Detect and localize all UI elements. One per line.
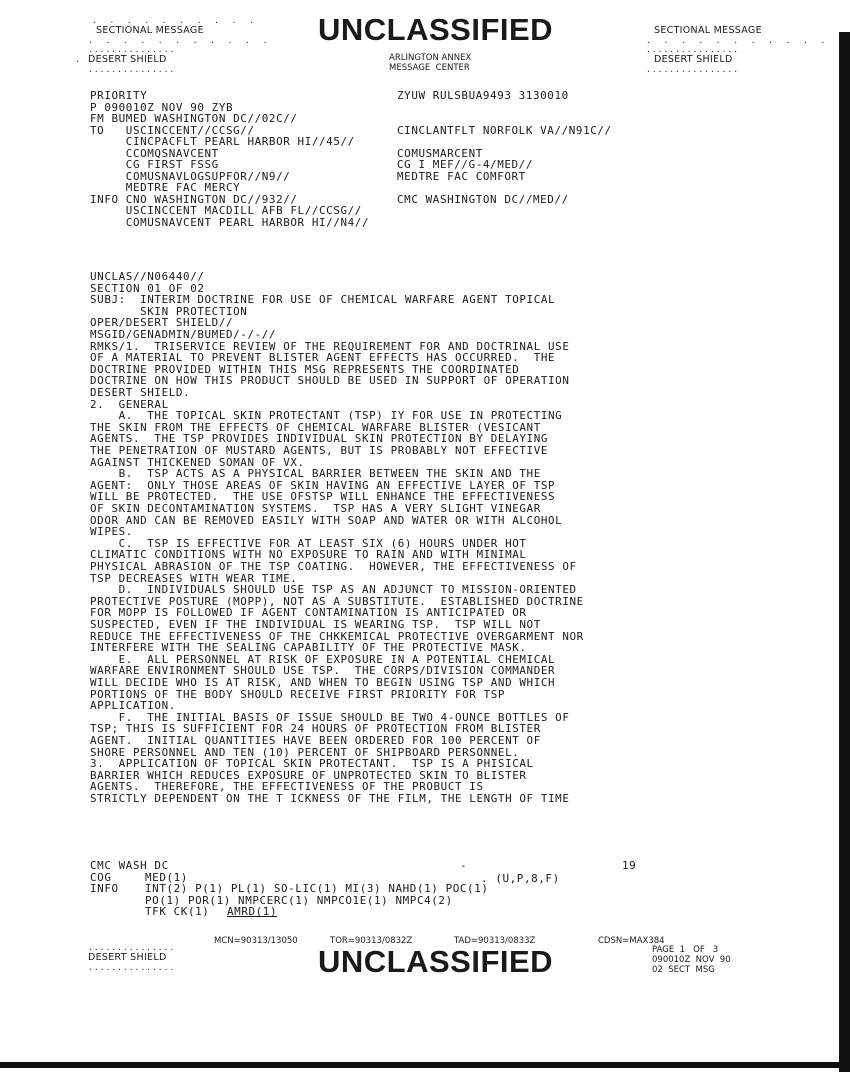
body-line: OF SKIN DECONTAMINATION SYSTEMS. TSP HAS A VERY SLIGHT VINEGAR [90, 502, 541, 515]
body-line: RMKS/1. TRISERVICE REVIEW OF THE REQUIREMENT FOR AND DOCTRINAL USE [90, 339, 570, 353]
body-line: DOCTRINE PROVIDED WITHIN THIS MSG REPRESENTS THE COORDINATED [90, 362, 520, 376]
cmc-wash: CMC WASH DC [90, 859, 169, 872]
body-line: INTERFERE WITH THE SEALING CAPABILITY OF THE PROTECTIVE MASK. [90, 641, 527, 655]
body-line: SECTION 01 OF 02 [90, 281, 205, 295]
info-label: INFO [90, 882, 119, 895]
body-line: AGAINST THICKENED SOMAN OF VX. [90, 455, 305, 469]
body-line: DOCTRINE ON HOW THIS PRODUCT SHOULD BE USED IN SUPPORT OF OPERATION [90, 374, 570, 388]
body-line: AGENTS. THE TSP PROVIDES INDIVIDUAL SKIN PROTECTION BY DELAYING [90, 432, 549, 446]
body-line: D. INDIVIDUALS SHOULD USE TSP AS AN ADJUNCT TO MISSION-ORIENTED [90, 583, 577, 597]
desert-shield-left-dot: . [76, 54, 80, 65]
body-line: DESERT SHIELD. [90, 386, 191, 399]
desert-shield-left: DESERT SHIELD [88, 54, 167, 65]
classification-header: UNCLASSIFIED [318, 12, 554, 47]
sectional-message-right: SECTIONAL MESSAGE [654, 25, 762, 36]
cog-label: COG [90, 870, 112, 884]
desert-shield-right: DESERT SHIELD [654, 54, 733, 65]
cdsn: CDSN=MAX384 [598, 936, 665, 946]
body-line: CLIMATIC CONDITIONS WITH NO EXPOSURE TO RAIN AND WITH MINIMAL [90, 548, 527, 562]
body-line: C. TSP IS EFFECTIVE FOR AT LEAST SIX (6) HOURS UNDER HOT [90, 536, 527, 550]
tor: TOR=90313/0832Z [330, 936, 413, 946]
tfk: TFK CK(1) [145, 905, 210, 918]
message-center: MESSAGE CENTER [389, 63, 470, 73]
body-line: APPLICATION. [90, 699, 176, 713]
desert-shield-footer: DESERT SHIELD [88, 952, 167, 963]
dot-border: . . . . . . . . . . . [88, 36, 269, 45]
body-line: SKIN PROTECTION [90, 304, 248, 318]
dot-border: ................ [646, 65, 740, 74]
body-line: OF A MATERIAL TO PREVENT BLISTER AGENT EFFECTS HAS OCCURRED. THE [90, 351, 556, 365]
body-line: SUSPECTED, EVEN IF THE INDIVIDUAL IS WEARING TSP. TSP WILL NOT [90, 618, 541, 631]
body-line: AGENT: ONLY THOSE AREAS OF SKIN HAVING AN EFFECTIVE LAYER OF TSP [90, 478, 556, 492]
addressee-line: USCINCCENT MACDILL AFB FL//CCSG// [90, 204, 362, 217]
cog-value: MED(1) [145, 870, 188, 884]
addressee-line-right: COMUSMARCENT [397, 146, 483, 160]
addressee-line: CCOMQSNAVCENT [90, 146, 219, 160]
body-line: THE PENETRATION OF MUSTARD AGENTS, BUT IS PROBABLY NOT EFFECTIVE [90, 444, 549, 457]
scan-edge-bottom [0, 1062, 850, 1068]
addressee-line: CG FIRST FSSG [90, 158, 219, 171]
sectional-message-left: SECTIONAL MESSAGE [96, 25, 204, 36]
body-line: 3. APPLICATION OF TOPICAL SKIN PROTECTANT. TSP IS A PHISICAL [90, 757, 534, 771]
body-line: REDUCE THE EFFECTIVENESS OF THE CHKKEMICAL PROTECTIVE OVERGARMENT NOR [90, 629, 584, 643]
dot-border: . . . . . . . . . . [92, 16, 255, 25]
body-line: OPER/DESERT SHIELD// [90, 316, 234, 330]
body-line: WILL DECIDE WHO IS AT RISK, AND WHEN TO BEGIN USING TSP AND WHICH [90, 676, 556, 689]
body-line: F. THE INITIAL BASIS OF ISSUE SHOULD BE TWO 4-OUNCE BOTTLES OF [90, 710, 570, 724]
scan-edge-right [839, 32, 850, 1072]
addressee-line: COMUSNAVCENT PEARL HARBOR HI//N4// [90, 215, 370, 229]
section-msg: 02 SECT MSG [652, 965, 715, 975]
body-line: AGENTS. THEREFORE, THE EFFECTIVENESS OF THE PROBUCT IS [90, 780, 484, 794]
date-time-group: P 090010Z NOV 90 ZYB [90, 100, 234, 114]
addressee-line: MEDTRE FAC MERCY [90, 181, 241, 194]
precedence: PRIORITY [90, 89, 148, 102]
dot-border: . . . . . . . . . . . [646, 36, 827, 45]
body-line: AGENT. INITIAL QUANTITIES HAVE BEEN ORDERED FOR 100 PERCENT OF [90, 734, 541, 747]
addressee-line-right: CG I MEF//G-4/MED// [397, 158, 533, 171]
mcn: MCN=90313/13050 [214, 936, 298, 946]
addressee-line: INFO CNO WASHINGTON DC//932// [90, 192, 298, 206]
message-id: ZYUW RULSBUA9493 3130010 [397, 89, 569, 102]
body-line: STRICTLY DEPENDENT ON THE T ICKNESS OF THE FILM, THE LENGTH OF TIME [90, 792, 570, 805]
tad: TAD=90313/0833Z [454, 936, 536, 946]
upbf: . (U,P,8,F) [481, 872, 560, 885]
body-line: TSP DECREASES WITH WEAR TIME. [90, 571, 298, 585]
body-line: B. TSP ACTS AS A PHYSICAL BARRIER BETWEEN THE SKIN AND THE [90, 467, 541, 481]
body-line: MSGID/GENADMIN/BUMED/-/-// [90, 328, 277, 341]
body-line: WARFARE ENVIRONMENT SHOULD USE TSP. THE CORPS/DIVISION COMMANDER [90, 664, 556, 678]
body-line: TSP; THIS IS SUFFICIENT FOR 24 HOURS OF PROTECTION FROM BLISTER [90, 722, 541, 736]
arlington-annex: ARLINGTON ANNEX [389, 53, 472, 63]
dot-border: ............... [88, 65, 176, 74]
addressee-line: TO USCINCCENT//CCSG// [90, 123, 255, 137]
body-line: 2. GENERAL [90, 397, 169, 411]
body-line: A. THE TOPICAL SKIN PROTECTANT (TSP) IY FOR USE IN PROTECTING [90, 409, 563, 423]
footer-dtg: 090010Z NOV 90 [652, 955, 731, 965]
body-line: BARRIER WHICH REDUCES EXPOSURE OF UNPROTECTED SKIN TO BLISTER [90, 768, 527, 782]
body-line: PROTECTIVE POSTURE (MOPP), NOT AS A SUBSTITUTE. ESTABLISHED DOCTRINE [90, 594, 584, 608]
addressee-line-right: MEDTRE FAC COMFORT [397, 169, 526, 183]
dot-border: ............... [88, 963, 176, 972]
body-line: THE SKIN FROM THE EFFECTS OF CHEMICAL WARFARE BLISTER (VESICANT [90, 420, 541, 434]
body-line: WILL BE PROTECTED. THE USE OFSTSP WILL ENHANCE THE EFFECTIVENESS [90, 490, 556, 504]
page-count: 19 [622, 859, 637, 872]
dot-border: ................ [646, 45, 740, 54]
addressee-line: COMUSNAVLOGSUPFOR//N9// [90, 169, 291, 183]
classification-footer: UNCLASSIFIED [318, 944, 554, 979]
body-line: SHORE PERSONNEL AND TEN (10) PERCENT OF SHIPBOARD PERSONNEL. [90, 745, 520, 759]
body-line: E. ALL PERSONNEL AT RISK OF EXPOSURE IN A POTENTIAL CHEMICAL [90, 652, 556, 666]
info-line-1: INT(2) P(1) PL(1) SO-LIC(1) MI(3) NAHD(1) POC(1) [145, 882, 489, 895]
page-indicator: PAGE 1 OF 3 [652, 945, 719, 955]
body-line: FOR MOPP IS FOLLOWED IF AGENT CONTAMINATION IS ANTICIPATED OR [90, 606, 527, 620]
body-line: WIPES. [90, 525, 133, 539]
addressee-line-right: CMC WASHINGTON DC//MED// [397, 192, 569, 206]
amrd: AMRD(1) [227, 905, 278, 918]
body-line: SUBJ: INTERIM DOCTRINE FOR USE OF CHEMICAL WARFARE AGENT TOPICAL [90, 293, 556, 307]
body-line: ODOR AND CAN BE REMOVED EASILY WITH SOAP AND WATER OR WITH ALCOHOL [90, 513, 563, 527]
from-line: FM BUMED WASHINGTON DC//02C// [90, 112, 298, 125]
dot-border: ............... [88, 943, 176, 952]
body-line: PORTIONS OF THE BODY SHOULD RECEIVE FIRST PRIORITY FOR TSP [90, 687, 506, 701]
body-line: PHYSICAL ABRASION OF THE TSP COATING. HOWEVER, THE EFFECTIVENESS OF [90, 560, 577, 573]
addressee-line: CINCPACFLT PEARL HARBOR HI//45// [90, 135, 355, 148]
info-line-2: PO(1) POR(1) NMPCERC(1) NMPCO1E(1) NMPC4(2) [145, 893, 453, 907]
dash-mark: - [460, 859, 468, 872]
addressee-line-right: CINCLANTFLT NORFOLK VA//N91C// [397, 123, 612, 137]
dot-border: ............... [88, 45, 176, 54]
body-line: UNCLAS//N06440// [90, 270, 205, 283]
